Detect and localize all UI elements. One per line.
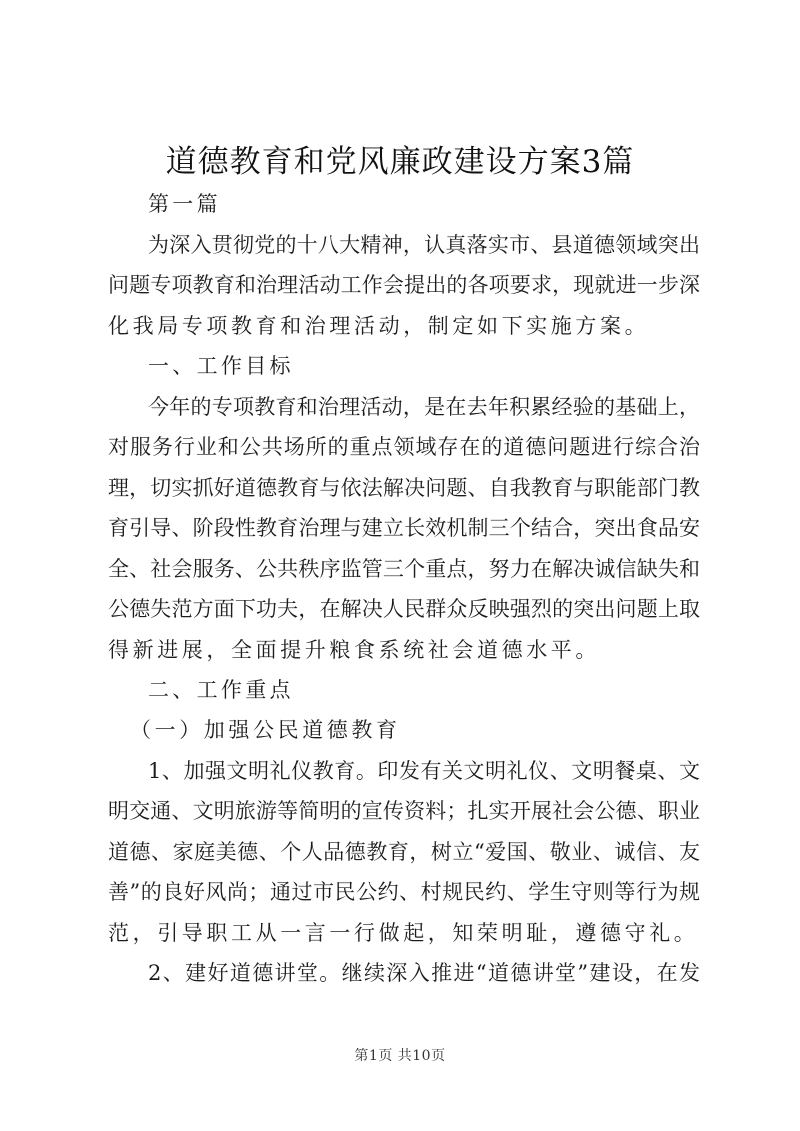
section-heading: 二、工作重点 <box>148 678 294 702</box>
document-title: 道德教育和党风廉政建设方案3篇 <box>165 144 635 180</box>
paragraph-line: 2、建好道德讲堂。继续深入推进“道德讲堂”建设，在发 <box>148 961 700 985</box>
page-number-footer: 第1页 共10页 <box>354 1048 446 1064</box>
paragraph-line: 问题专项教育和治理活动工作会提出的各项要求，现就进一步深 <box>108 273 700 297</box>
paragraph-line: 育引导、阶段性教育治理与建立长效机制三个结合，突出食品安 <box>108 516 700 540</box>
paragraph-line: 对服务行业和公共场所的重点领域存在的道德问题进行综合治 <box>108 435 700 459</box>
paragraph-line: 1、加强文明礼仪教育。印发有关文明礼仪、文明餐桌、文 <box>148 759 700 783</box>
part-label: 第一篇 <box>148 192 221 216</box>
paragraph-line: 为深入贯彻党的十八大精神，认真落实市、县道德领域突出 <box>148 233 700 257</box>
paragraph-line: 全、社会服务、公共秩序监管三个重点，努力在解决诚信缺失和 <box>108 557 700 581</box>
paragraph-line: 化我局专项教育和治理活动，制定如下实施方案。 <box>108 314 650 338</box>
paragraph-line: 明交通、文明旅游等简明的宣传资料；扎实开展社会公德、职业 <box>108 799 700 823</box>
paragraph-line: 得新进展，全面提升粮食系统社会道德水平。 <box>108 638 600 662</box>
paragraph-line: 今年的专项教育和治理活动，是在去年积累经验的基础上， <box>148 395 700 419</box>
section-heading: 一、工作目标 <box>148 354 294 378</box>
paragraph-line: 公德失范方面下功夫，在解决人民群众反映强烈的突出问题上取 <box>108 597 700 621</box>
paragraph-line: 理，切实抓好道德教育与依法解决问题、自我教育与职能部门教 <box>108 476 700 500</box>
paragraph-line: 善”的良好风尚；通过市民公约、村规民约、学生守则等行为规 <box>108 880 700 904</box>
paragraph-line: 范，引导职工从一言一行做起，知荣明耻，遵德守礼。 <box>108 921 699 945</box>
subsection-heading: （一）加强公民道德教育 <box>130 718 401 742</box>
paragraph-line: 道德、家庭美德、个人品德教育，树立“爱国、敬业、诚信、友 <box>108 840 700 864</box>
